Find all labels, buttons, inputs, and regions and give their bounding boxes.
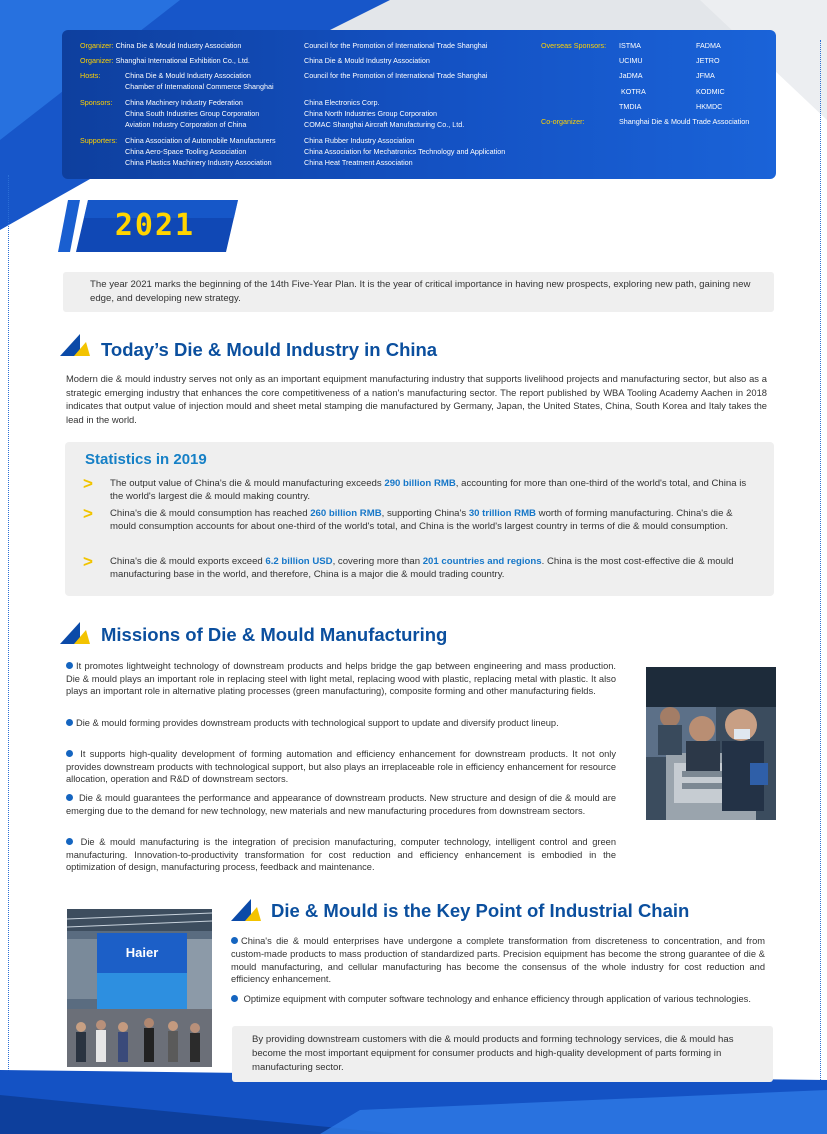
middle-org: Council for the Promotion of International Trade Shanghai bbox=[304, 71, 488, 80]
overseas-sponsor: JaDMA bbox=[619, 71, 643, 80]
today-section-title: Today’s Die & Mould Industry in China bbox=[101, 339, 438, 360]
overseas-sponsor: HKMDC bbox=[696, 102, 723, 111]
mission-item bbox=[66, 717, 616, 730]
closing-summary-text: By providing downstream customers with die & mould products and forming technology services, die & mould has become the most important equipment for consumer products and high-quality development of parts forming in manufacturing sector. bbox=[252, 1034, 734, 1073]
stat-highlight: 30 trillion RMB bbox=[468, 508, 536, 519]
stat-text-part: China's die & mould exports exceed bbox=[110, 556, 266, 567]
middle-org: Council for the Promotion of International Trade Shanghai bbox=[304, 41, 488, 50]
supporter-value: China Association of Automobile Manufacturers bbox=[125, 136, 276, 145]
middle-org: COMAC Shanghai Aircraft Manufacturing Co., Ltd. bbox=[304, 120, 465, 129]
stat-text bbox=[110, 555, 750, 582]
mission-item bbox=[66, 792, 616, 817]
left-dotted-border bbox=[8, 175, 9, 1095]
organizers-panel bbox=[62, 30, 776, 179]
overseas-sponsor: KOTRA bbox=[621, 87, 646, 96]
coorganizer-key: Co-organizer: bbox=[541, 117, 585, 126]
statistics-box bbox=[65, 442, 774, 596]
keypoint-item bbox=[231, 993, 765, 1006]
middle-org: China Rubber Industry Association bbox=[304, 136, 415, 145]
hosts-value: China Die & Mould Industry Association bbox=[125, 71, 251, 80]
supporters-row bbox=[80, 135, 117, 146]
year-intro-box bbox=[63, 272, 774, 312]
organizer-value: China Die & Mould Industry Association bbox=[115, 41, 242, 50]
middle-org: China Die & Mould Industry Association bbox=[304, 56, 430, 65]
mission-text: Die & mould forming provides downstream products with technological support to update and diversify product lineup. bbox=[76, 718, 559, 728]
hosts-value: Chamber of International Commerce Shanghai bbox=[125, 82, 274, 91]
closing-summary-box bbox=[232, 1026, 773, 1082]
year-intro-text: The year 2021 marks the beginning of the 14th Five-Year Plan. It is the year of critical importance in having new prospects, exploring new path, gaining new edge, and developing new strategy. bbox=[90, 279, 751, 304]
supporters-key: Supporters: bbox=[80, 136, 118, 145]
stat-text bbox=[110, 507, 750, 534]
section-triangle-icon bbox=[231, 899, 263, 923]
bullet-dot-icon bbox=[66, 719, 73, 726]
mission-item bbox=[66, 748, 616, 786]
mission-text: It supports high-quality development of forming automation and efficiency enhancement for downstream products. It not only provides downstream products with technological support, but also plays an irreplaceable role in efficiency enhancement for resource allocation, operation and R&D of downstream sectors. bbox=[66, 749, 616, 785]
bullet-dot-icon bbox=[66, 750, 73, 757]
stat-text bbox=[110, 477, 750, 504]
stat-highlight: 290 billion RMB bbox=[384, 478, 456, 489]
keypoint-text: China's die & mould enterprises have undergone a complete transformation from discreteness to concentration, and from custom-made products to mass production of standardized parts. Precision equipment has become the strong guarantee of die & mould manufacturing, and cellular manufacturing has become the consensus of the whole industry for cost reduction and efficiency enhancement. bbox=[231, 936, 765, 985]
today-body-text: Modern die & mould industry serves not only as an important equipment manufacturing industry that supports livelihood projects and manufacturing sector, but also as a strategic emerging industry that enhances the core competitiveness of a nation's manufacturing sector. The report published by WBA Tooling Academy Aachen in 2018 indicates that output value of injection mould and sheet metal stamping die manufactured by Germany, Japan, the United States, China, South Korea and Italy takes the lead in the world. bbox=[66, 373, 767, 426]
mission-item bbox=[66, 660, 616, 698]
bullet-dot-icon bbox=[66, 794, 73, 801]
right-dotted-border bbox=[820, 40, 821, 1080]
organizer-key: Organizer: bbox=[80, 41, 114, 50]
bullet-dot-icon bbox=[66, 662, 73, 669]
chevron-right-icon: > bbox=[83, 504, 93, 523]
mission-text: Die & mould guarantees the performance and appearance of downstream products. New structure and design of die & mould are emerging due to the demand for new technology, new materials and new manufacturing procedures from downstream sectors. bbox=[66, 793, 616, 816]
organizer-key: Organizer: bbox=[80, 56, 114, 65]
mission-item bbox=[66, 836, 616, 874]
stat-item bbox=[83, 474, 753, 505]
stat-item bbox=[83, 504, 753, 549]
keypoint-text: Optimize equipment with computer software technology and enhance efficiency through application of various technologies. bbox=[241, 994, 751, 1004]
overseas-sponsor: FADMA bbox=[696, 41, 721, 50]
coorganizer-value: Shanghai Die & Mould Trade Association bbox=[619, 117, 750, 126]
overseas-sponsor: JETRO bbox=[696, 56, 720, 65]
stat-text-part: China's die & mould consumption has reached bbox=[110, 508, 311, 519]
mission-text: It promotes lightweight technology of downstream products and helps bridge the gap between engineering and mass production. Die & mould plays an important role in replacing steel with light metal, replacing wood with plastic, replacing metal with plastic. It also plays an important role in alternative plating processes (green manufacturing), composite forming and other manufacturing fields. bbox=[66, 661, 616, 697]
organizer-row bbox=[80, 40, 241, 51]
chevron-right-icon: > bbox=[83, 474, 93, 493]
bullet-dot-icon bbox=[66, 838, 73, 845]
stat-text-part: worth of forming manufacturing. China's die & mould consumption accounts for about one-third of the world's total, and China is the world's largest country in terms of die & mould consumption. bbox=[110, 508, 733, 533]
overseas-sponsor: UCIMU bbox=[619, 56, 643, 65]
stat-highlight: 201 countries and regions bbox=[422, 556, 542, 567]
overseas-sponsors-key: Overseas Sponsors: bbox=[541, 41, 607, 50]
exhibition-hall-photo bbox=[67, 909, 212, 1067]
keypoint-section-title: Die & Mould is the Key Point of Industrial Chain bbox=[271, 900, 690, 921]
stat-text-part: , supporting China's bbox=[381, 508, 469, 519]
stat-highlight: 6.2 billion USD bbox=[265, 556, 333, 567]
hosts-key: Hosts: bbox=[80, 71, 101, 80]
bullet-dot-icon bbox=[231, 937, 238, 944]
sponsor-value: Aviation Industry Corporation of China bbox=[125, 120, 247, 129]
statistics-title: Statistics in 2019 bbox=[85, 451, 207, 468]
hosts-row bbox=[80, 70, 100, 81]
stat-text-part: . China is the most cost-effective die & mould manufacturing base in the world, and therefore, China is a major die & mould trading country. bbox=[110, 556, 734, 581]
middle-org: China North Industries Group Corporation bbox=[304, 109, 438, 118]
missions-section-title: Missions of Die & Mould Manufacturing bbox=[101, 624, 448, 645]
year-label: 2021 bbox=[114, 208, 196, 243]
stat-text-part: , accounting for more than one-third of the world's total, and China is the world's largest die & mould making country. bbox=[110, 478, 747, 503]
sponsors-key: Sponsors: bbox=[80, 98, 113, 107]
stat-text-part: The output value of China's die & mould manufacturing exceeds bbox=[110, 478, 385, 489]
supporter-value: China Aero-Space Tooling Association bbox=[125, 147, 247, 156]
sponsor-value: China Machinery Industry Federation bbox=[125, 98, 243, 107]
stat-item bbox=[83, 552, 753, 583]
organizer-row bbox=[80, 55, 250, 66]
section-triangle-icon bbox=[60, 334, 92, 358]
chevron-right-icon: > bbox=[83, 552, 93, 571]
section-triangle-icon bbox=[60, 622, 92, 646]
sponsors-row bbox=[80, 97, 112, 108]
middle-org: China Association for Mechatronics Technology and Application bbox=[304, 147, 506, 156]
exhibition-visitors-photo bbox=[646, 667, 776, 820]
overseas-sponsor: TMDIA bbox=[619, 102, 642, 111]
bullet-dot-icon bbox=[231, 995, 238, 1002]
middle-org: China Heat Treatment Association bbox=[304, 158, 413, 167]
booth-sign-text: Haier bbox=[125, 945, 159, 960]
overseas-sponsor: ISTMA bbox=[619, 41, 641, 50]
middle-org: China Electronics Corp. bbox=[304, 98, 380, 107]
keypoint-item bbox=[231, 935, 765, 986]
sponsor-value: China South Industries Group Corporation bbox=[125, 109, 260, 118]
supporter-value: China Plastics Machinery Industry Association bbox=[125, 158, 272, 167]
stat-text-part: , covering more than bbox=[332, 556, 423, 567]
organizer-value: Shanghai International Exhibition Co., Ltd. bbox=[115, 56, 250, 65]
overseas-sponsor: JFMA bbox=[696, 71, 715, 80]
overseas-sponsor: KODMIC bbox=[696, 87, 725, 96]
stat-highlight: 260 billion RMB bbox=[310, 508, 382, 519]
mission-text: Die & mould manufacturing is the integration of precision manufacturing, computer technology, intelligent control and green manufacturing. Innovation-to-productivity transformation for cost reduction and efficiency enhancement is embodied in the optimization of design, manufacturing process, feedback and maintenance. bbox=[66, 837, 616, 873]
